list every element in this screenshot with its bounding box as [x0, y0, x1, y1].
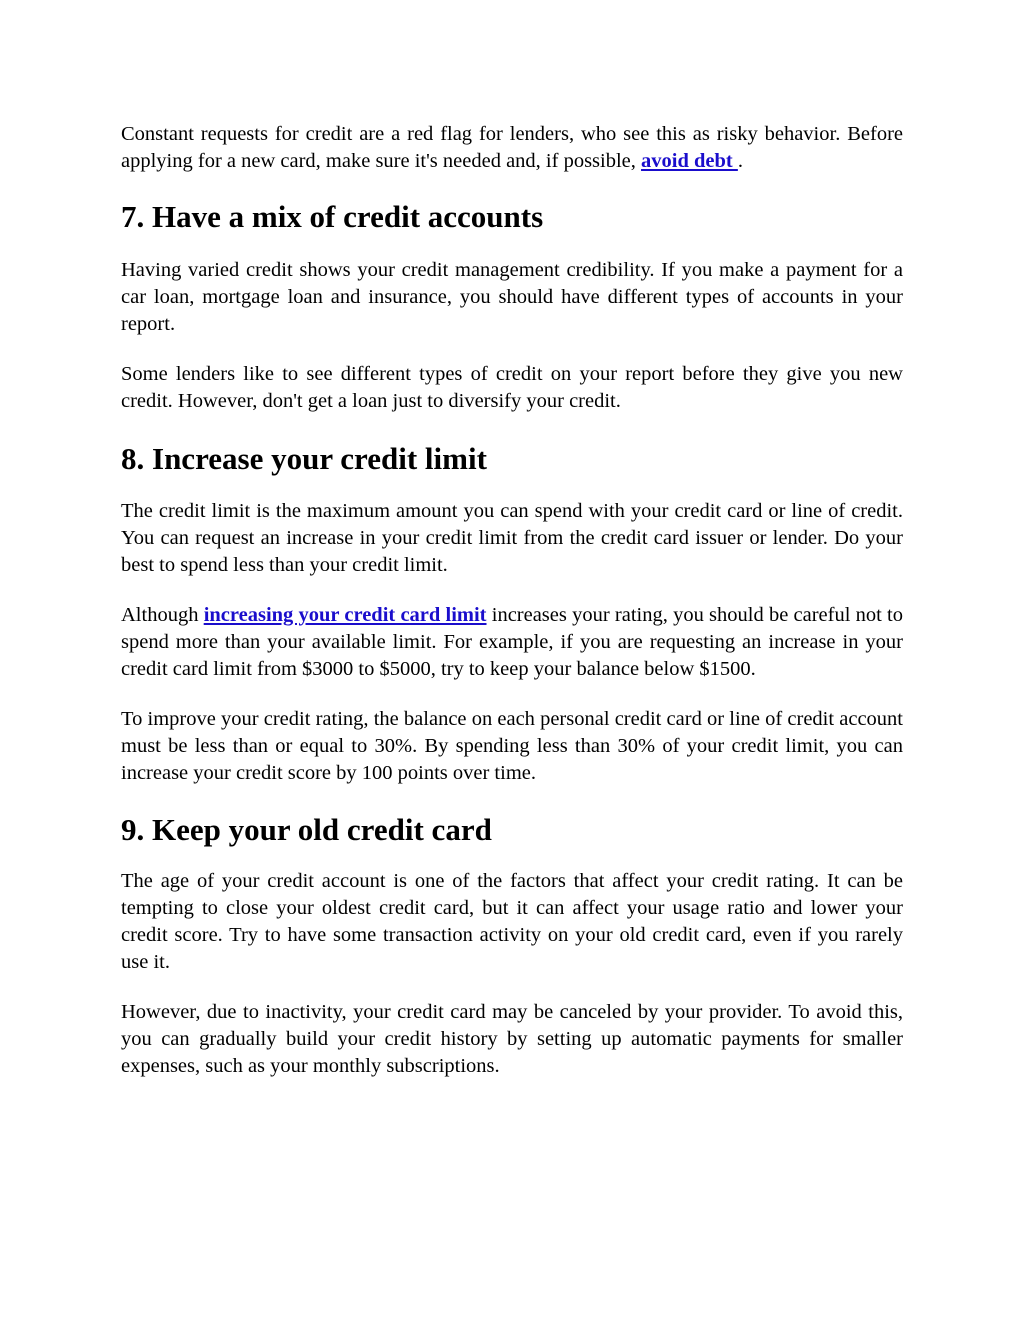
section-8-paragraph-1: The credit limit is the maximum amount you can spend with your credit card or line of credit. You can request an increase in your credit limit from the credit card issuer or lender. Do your best to spend less than your credit limit. — [121, 500, 903, 576]
avoid-debt-link[interactable]: avoid debt — [641, 150, 738, 172]
intro-text-b: . — [737, 150, 743, 172]
section-7-paragraph-1: Having varied credit shows your credit management credibility. If you make a payment for a car loan, mortgage loan and insurance, you should have different types of accounts in your report. — [121, 259, 903, 335]
section-7-paragraph-2: Some lenders like to see different types of credit on your report before they give you new credit. However, don't get a loan just to diversify your credit. — [121, 363, 903, 412]
section-9-paragraph-1: The age of your credit account is one of the factors that affect your credit rating. It can be tempting to close your oldest credit card, but it can affect your usage ratio and lower your credit score. Try to have some transaction activity on your old credit card, even if you rarely use it. — [121, 870, 903, 973]
section-8-paragraph-3: To improve your credit rating, the balance on each personal credit card or line of credit account must be less than or equal to 30%. By spending less than 30% of your credit limit, you can increase your credit score by 100 points over time. — [121, 708, 903, 784]
section-9-heading: 9. Keep your old credit card — [121, 812, 492, 847]
section-8-p2-text-b: increases your rating, you should be careful not to spend more than your available limit. For example, if you are requesting an increase in your credit card limit from $3000 to $5000, try to keep your balance below $1500. — [121, 604, 904, 680]
section-7-heading: 7. Have a mix of credit accounts — [121, 199, 544, 234]
section-8-p2-text-a: Although — [121, 604, 204, 626]
document-page — [121, 121, 903, 1080]
section-8-paragraph-2 — [121, 602, 903, 683]
section-8-heading: 8. Increase your credit limit — [121, 441, 487, 476]
section-9-paragraph-2: However, due to inactivity, your credit card may be canceled by your provider. To avoid this, you can gradually build your credit history by setting up automatic payments for smaller expenses, such as your monthly subscriptions. — [121, 1001, 903, 1077]
increasing-credit-limit-link[interactable]: increasing your credit card limit — [203, 604, 487, 626]
intro-paragraph — [121, 121, 903, 175]
intro-text-a: Constant requests for credit are a red flag for lenders, who see this as risky behavior. Before applying for a new card, make sure it's needed and, if possible, — [121, 123, 903, 172]
